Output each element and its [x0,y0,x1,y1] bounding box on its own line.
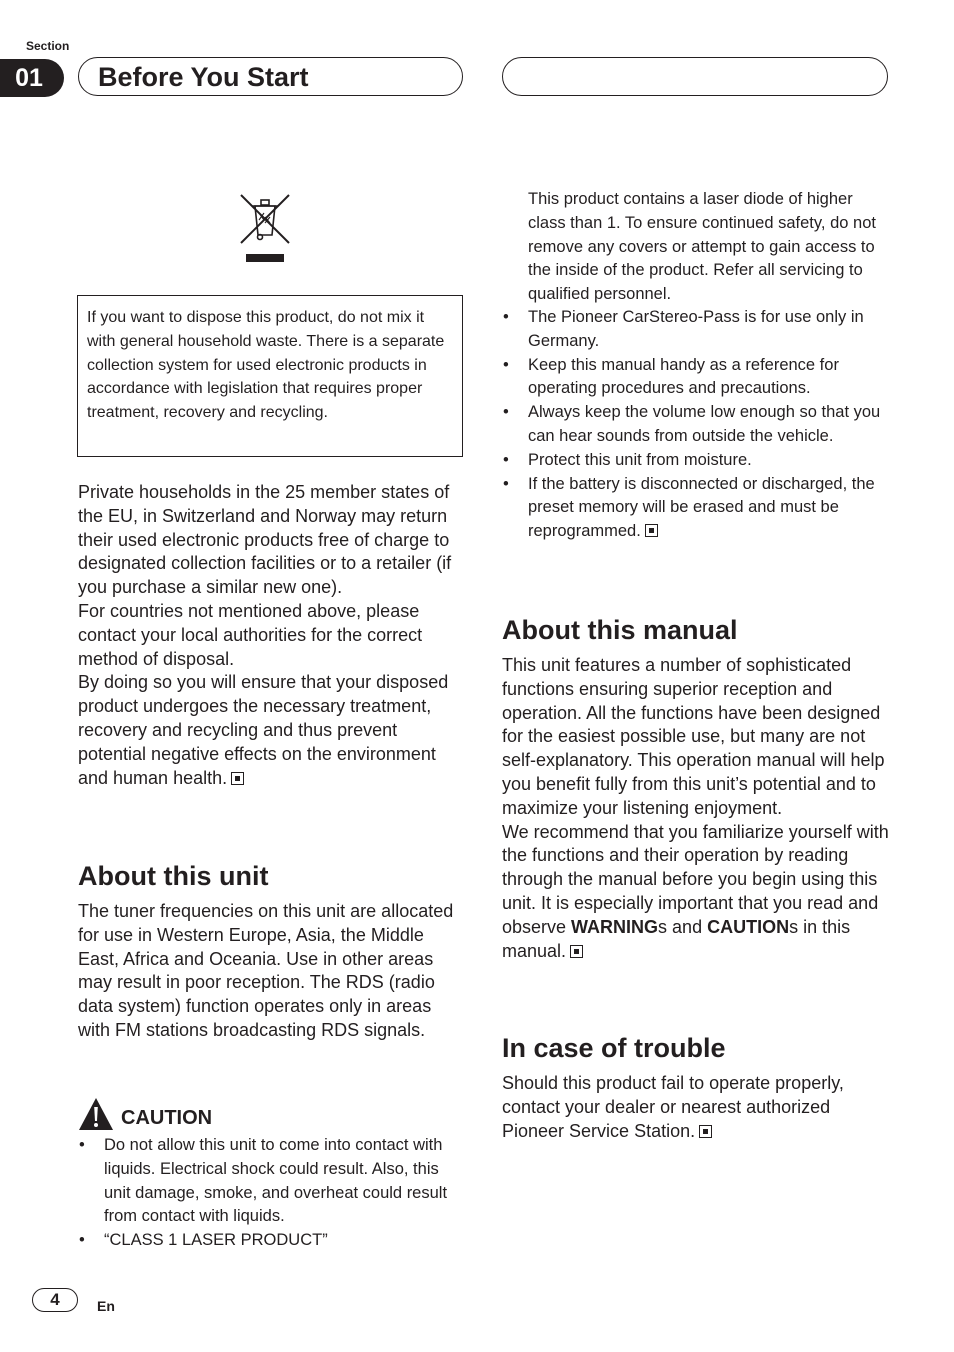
warning-triangle-icon [78,1097,114,1131]
page-number: 4 [32,1288,78,1312]
about-manual-body: This unit features a number of sophisticated functions ensuring superior reception and operation. All the functions have been designed for the easiest possible use, but many are not self-explanatory. This operation manual will help you benefit fully from this unit’s potential and to maximize your listening enjoyment. [502,655,885,818]
end-of-section-square-icon [645,524,658,537]
trouble-body: Should this product fail to operate properly, contact your dealer or nearest authorized Pioneer Service Station. [502,1073,844,1141]
section-heading: About this unit [78,861,269,891]
crossed-out-wheelie-bin-icon [238,193,292,265]
section-heading: In case of trouble [502,1033,726,1063]
disposal-paragraph: For countries not mentioned above, please contact your local authorities for the correct method of disposal. [78,600,423,669]
list-item: • Do not allow this unit to come into contact with liquids. Electrical shock could result. Also, this unit damage, smoke, and overheat could result from contact with liquids. [78,1134,466,1229]
about-manual-section [502,613,890,963]
disposal-notice-text: If you want to dispose this product, do not mix it with general household waste. There is a separate collection system for used electronic products in accordance with legislation that requires proper treatment, recovery and recycling. [87,309,445,422]
list-item: • Keep this manual handy as a reference for operating procedures and precautions. [502,354,890,402]
trouble-section [502,1031,890,1143]
caution-term: CAUTION [707,916,790,937]
end-of-section-square-icon [231,772,244,785]
disposal-paragraph: Private households in the 25 member states of the EU, in Switzerland and Norway may return their used electronic products free of charge to designated collection facilities or to a retailer (if you purchase a similar new one). [78,482,452,598]
end-of-section-square-icon [699,1125,712,1138]
disposal-paragraphs [78,481,466,790]
laser-warning-text: This product contains a laser diode of higher class than 1. To ensure continued safety, do not remove any covers or attempt to gain access to the inside of the product. Refer all servicing to qualified personnel. [528,190,876,304]
list-item: • The Pioneer CarStereo-Pass is for use only in Germany. [502,306,890,354]
disposal-notice-box [77,295,463,457]
list-item: • Always keep the volume low enough so that you can hear sounds from outside the vehicle. [502,401,890,449]
section-number-tab: 01 [0,59,64,97]
caution-heading [78,1093,212,1131]
page-title: Before You Start [98,62,309,92]
list-item: • “CLASS 1 LASER PRODUCT” [78,1229,466,1253]
warning-term: WARNING [571,916,659,937]
end-of-section-square-icon [570,945,583,958]
about-unit-body: The tuner frequencies on this unit are allocated for use in Western Europe, Asia, the Middle East, Africa and Oceania. Use in other areas may result in poor reception. The RDS (radio data system) function operates only in areas with FM stations broadcasting RDS signals. [78,901,454,1040]
section-label: Section [26,39,70,53]
list-item: • Protect this unit from moisture. [502,449,890,473]
about-manual-body: We recommend that you familiarize yourself with the functions and their operation by reading through the manual before you begin using this unit. It is especially important that you read and observe WARNINGs and CAUTIONs in this manual. [502,821,889,961]
caution-label: CAUTION [121,1107,213,1129]
list-item: • If the battery is disconnected or discharged, the preset memory will be erased and must be reprogrammed. [502,473,890,544]
empty-title-frame [502,57,888,96]
section-heading: About this manual [502,615,738,645]
disposal-paragraph: By doing so you will ensure that your disposed product undergoes the necessary treatment, recovery and recycling and thus prevent potential negative effects on the environment and human health. [78,672,449,788]
caution-list [78,1134,466,1253]
precaution-list [502,306,890,544]
language-code: En [97,1298,115,1314]
about-unit-section [78,859,466,1043]
